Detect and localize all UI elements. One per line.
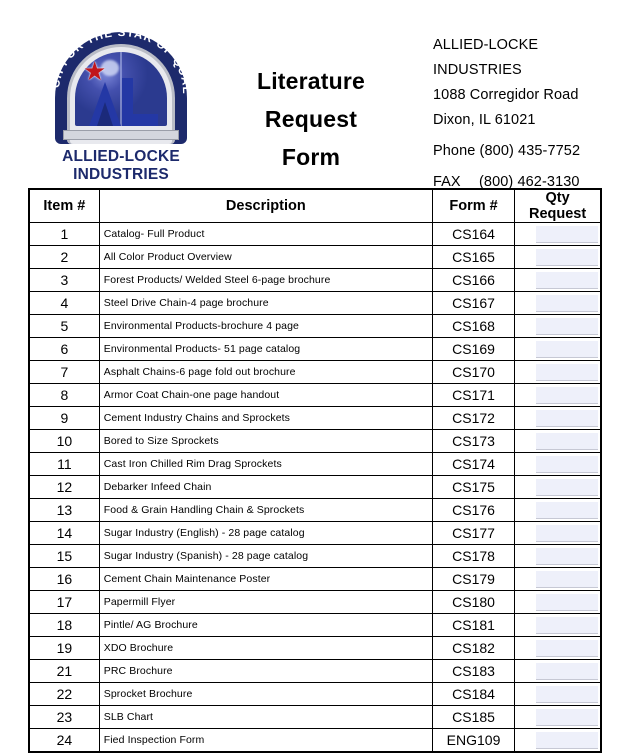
cell-item-number: 10 [29, 430, 99, 453]
cell-qty-request[interactable] [515, 407, 601, 430]
column-header-form: Form # [432, 189, 514, 223]
qty-request-input[interactable] [536, 272, 598, 289]
cell-form-number: CS179 [432, 568, 514, 591]
column-header-item: Item # [29, 189, 99, 223]
qty-request-input[interactable] [536, 732, 598, 749]
company-address-block [433, 33, 623, 195]
cell-form-number: CS177 [432, 522, 514, 545]
cell-item-number: 19 [29, 637, 99, 660]
form-header [0, 0, 630, 190]
cell-qty-request[interactable] [515, 223, 601, 246]
table-row [29, 614, 601, 637]
cell-item-number: 7 [29, 361, 99, 384]
page-title [216, 62, 406, 176]
cell-qty-request[interactable] [515, 476, 601, 499]
cell-item-number: 6 [29, 338, 99, 361]
logo-slogan-arc [44, 21, 193, 110]
table-row [29, 223, 601, 246]
cell-qty-request[interactable] [515, 384, 601, 407]
qty-request-input[interactable] [536, 525, 598, 542]
cell-item-number: 21 [29, 660, 99, 683]
qty-request-input[interactable] [536, 226, 598, 243]
qty-request-input[interactable] [536, 318, 598, 335]
qty-request-input[interactable] [536, 387, 598, 404]
cell-form-number: CS182 [432, 637, 514, 660]
qty-request-input[interactable] [536, 456, 598, 473]
cell-qty-request[interactable] [515, 545, 601, 568]
table-row [29, 660, 601, 683]
cell-item-number: 18 [29, 614, 99, 637]
table-row [29, 453, 601, 476]
qty-request-input[interactable] [536, 663, 598, 680]
page-title-line-2: Request [264, 106, 358, 132]
table-row [29, 683, 601, 706]
cell-qty-request[interactable] [515, 338, 601, 361]
address-company: ALLIED-LOCKE INDUSTRIES [433, 37, 539, 78]
cell-qty-request[interactable] [515, 430, 601, 453]
cell-qty-request[interactable] [515, 591, 601, 614]
cell-qty-request[interactable] [515, 246, 601, 269]
table-row [29, 591, 601, 614]
table-header-row [29, 189, 601, 223]
logo-company-sub: INDUSTRIES [73, 166, 169, 183]
address-fax-label: FAX [433, 174, 461, 190]
cell-form-number: CS180 [432, 591, 514, 614]
column-header-qty-request: Qty Request [515, 189, 601, 223]
cell-item-number: 9 [29, 407, 99, 430]
cell-description: Fied Inspection Form [99, 729, 432, 753]
company-logo [37, 21, 205, 183]
cell-qty-request[interactable] [515, 361, 601, 384]
cell-item-number: 3 [29, 269, 99, 292]
table-row [29, 430, 601, 453]
cell-item-number: 12 [29, 476, 99, 499]
table-body [29, 223, 601, 753]
qty-request-input[interactable] [536, 571, 598, 588]
qty-request-input[interactable] [536, 709, 598, 726]
cell-form-number: CS174 [432, 453, 514, 476]
table-row [29, 292, 601, 315]
cell-qty-request[interactable] [515, 729, 601, 753]
cell-qty-request[interactable] [515, 568, 601, 591]
cell-item-number: 22 [29, 683, 99, 706]
table-row [29, 246, 601, 269]
qty-request-input[interactable] [536, 295, 598, 312]
cell-description: PRC Brochure [99, 660, 432, 683]
table-row [29, 545, 601, 568]
cell-item-number: 5 [29, 315, 99, 338]
cell-description: SLB Chart [99, 706, 432, 729]
qty-request-input[interactable] [536, 548, 598, 565]
cell-description: Catalog- Full Product [99, 223, 432, 246]
cell-qty-request[interactable] [515, 453, 601, 476]
cell-form-number: CS169 [432, 338, 514, 361]
cell-form-number: CS183 [432, 660, 514, 683]
qty-request-input[interactable] [536, 640, 598, 657]
address-city-state-zip: Dixon, IL 61021 [433, 112, 536, 128]
table-row [29, 338, 601, 361]
cell-description: Forest Products/ Welded Steel 6-page brochure [99, 269, 432, 292]
cell-item-number: 1 [29, 223, 99, 246]
cell-form-number: CS167 [432, 292, 514, 315]
cell-form-number: CS166 [432, 269, 514, 292]
qty-request-input[interactable] [536, 341, 598, 358]
literature-request-table-wrap [28, 188, 602, 753]
cell-item-number: 4 [29, 292, 99, 315]
cell-description: Environmental Products-brochure 4 page [99, 315, 432, 338]
cell-qty-request[interactable] [515, 269, 601, 292]
cell-form-number: CS176 [432, 499, 514, 522]
cell-form-number: CS164 [432, 223, 514, 246]
cell-form-number: CS168 [432, 315, 514, 338]
table-row [29, 568, 601, 591]
table-row [29, 729, 601, 753]
cell-description: Pintle/ AG Brochure [99, 614, 432, 637]
page-title-line-3: Form [281, 144, 341, 170]
cell-form-number: CS170 [432, 361, 514, 384]
cell-description: Sugar Industry (English) - 28 page catalog [99, 522, 432, 545]
cell-item-number: 23 [29, 706, 99, 729]
cell-item-number: 8 [29, 384, 99, 407]
cell-item-number: 17 [29, 591, 99, 614]
qty-request-input[interactable] [536, 594, 598, 611]
table-row [29, 315, 601, 338]
cell-form-number: CS178 [432, 545, 514, 568]
cell-qty-request[interactable] [515, 706, 601, 729]
cell-description: Cast Iron Chilled Rim Drag Sprockets [99, 453, 432, 476]
literature-request-table [28, 188, 602, 753]
cell-form-number: CS173 [432, 430, 514, 453]
cell-description: Cement Industry Chains and Sprockets [99, 407, 432, 430]
table-row [29, 637, 601, 660]
cell-qty-request[interactable] [515, 522, 601, 545]
cell-description: XDO Brochure [99, 637, 432, 660]
cell-item-number: 24 [29, 729, 99, 753]
logo-letter-l-foot [122, 114, 158, 126]
cell-description: Food & Grain Handling Chain & Sprockets [99, 499, 432, 522]
star-icon: ★ [83, 56, 107, 86]
cell-description: Bored to Size Sprockets [99, 430, 432, 453]
cell-form-number: CS184 [432, 683, 514, 706]
table-row [29, 407, 601, 430]
cell-description: All Color Product Overview [99, 246, 432, 269]
cell-item-number: 16 [29, 568, 99, 591]
table-row [29, 269, 601, 292]
cell-form-number: CS175 [432, 476, 514, 499]
qty-request-input[interactable] [536, 502, 598, 519]
cell-description: Sugar Industry (Spanish) - 28 page catalog [99, 545, 432, 568]
cell-item-number: 14 [29, 522, 99, 545]
cell-description: Papermill Flyer [99, 591, 432, 614]
cell-item-number: 2 [29, 246, 99, 269]
qty-request-input[interactable] [536, 617, 598, 634]
address-street: 1088 Corregidor Road [433, 87, 579, 103]
table-row [29, 361, 601, 384]
qty-request-input[interactable] [536, 410, 598, 427]
cell-form-number: ENG109 [432, 729, 514, 753]
cell-description: Asphalt Chains-6 page fold out brochure [99, 361, 432, 384]
cell-qty-request[interactable] [515, 499, 601, 522]
qty-request-input[interactable] [536, 686, 598, 703]
cell-item-number: 13 [29, 499, 99, 522]
cell-description: Debarker Infeed Chain [99, 476, 432, 499]
cell-qty-request[interactable] [515, 315, 601, 338]
cell-qty-request[interactable] [515, 660, 601, 683]
table-row [29, 522, 601, 545]
cell-form-number: CS171 [432, 384, 514, 407]
table-row [29, 384, 601, 407]
cell-qty-request[interactable] [515, 292, 601, 315]
cell-form-number: CS181 [432, 614, 514, 637]
cell-qty-request[interactable] [515, 637, 601, 660]
qty-request-input[interactable] [536, 479, 598, 496]
logo-slogan-text: REACH FOR THE STAR OF QUALITY [44, 21, 193, 95]
cell-form-number: CS172 [432, 407, 514, 430]
cell-description: Environmental Products- 51 page catalog [99, 338, 432, 361]
qty-request-input[interactable] [536, 249, 598, 266]
cell-description: Sprocket Brochure [99, 683, 432, 706]
table-row [29, 499, 601, 522]
address-fax-number: (800) 462-3130 [479, 174, 580, 190]
qty-request-input[interactable] [536, 433, 598, 450]
cell-description: Cement Chain Maintenance Poster [99, 568, 432, 591]
column-header-description: Description [99, 189, 432, 223]
cell-qty-request[interactable] [515, 614, 601, 637]
cell-description: Steel Drive Chain-4 page brochure [99, 292, 432, 315]
qty-request-input[interactable] [536, 364, 598, 381]
page-title-line-1: Literature [256, 68, 366, 94]
table-row [29, 476, 601, 499]
table-row [29, 706, 601, 729]
logo-company-name: ALLIED-LOCKE [62, 148, 180, 165]
cell-item-number: 15 [29, 545, 99, 568]
cell-qty-request[interactable] [515, 683, 601, 706]
logo-base-bar [63, 130, 179, 140]
logo-emblem [41, 21, 201, 144]
cell-description: Armor Coat Chain-one page handout [99, 384, 432, 407]
address-phone: Phone (800) 435-7752 [433, 143, 581, 159]
cell-item-number: 11 [29, 453, 99, 476]
cell-form-number: CS165 [432, 246, 514, 269]
cell-form-number: CS185 [432, 706, 514, 729]
